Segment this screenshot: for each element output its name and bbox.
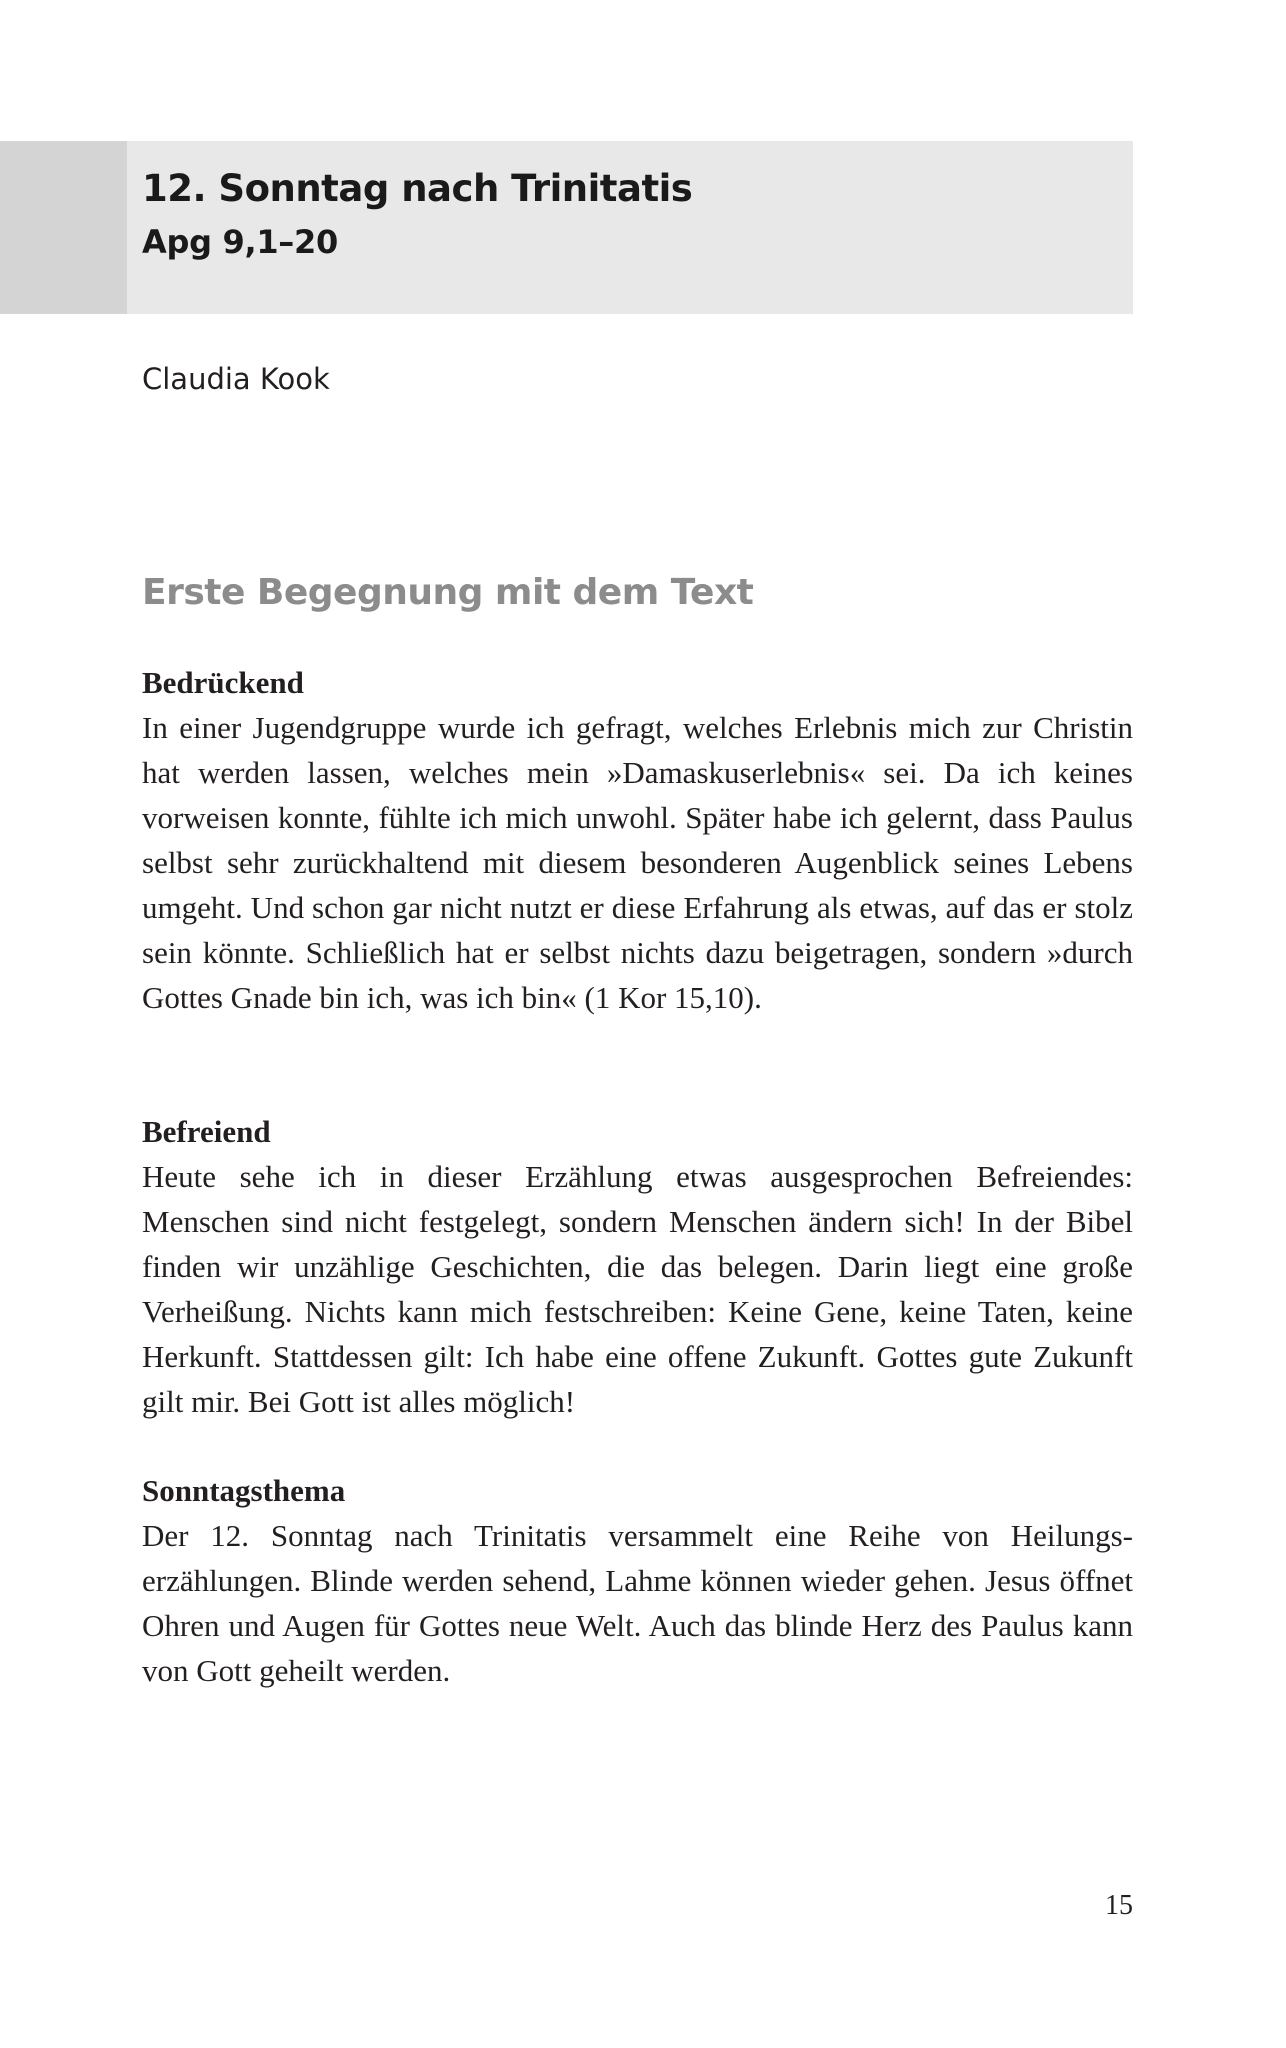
block-paragraph: Heute sehe ich in dieser Erzählung etwas ausgesprochen Befreiendes: Menschen sind nicht festgelegt, sondern Menschen ändern sich! In der Bibel finden wir unzählige Geschichten, die das belegen. Darin liegt eine große Verheißung. Nichts kann mich festschreiben: Keine Gene, keine Taten, keine Herkunft. Stattdessen gilt: Ich habe eine offene Zukunft. Gottes gute Zukunft gilt mir. Bei Gott ist alles möglich! <box>142 1159 1133 1419</box>
text-block-sonntagsthema <box>142 1468 1133 1693</box>
page-title: 12. Sonntag nach Trinitatis <box>142 167 693 210</box>
page-number: 15 <box>1105 1890 1133 1921</box>
header-tab-marker <box>0 141 127 314</box>
section-heading: Erste Begegnung mit dem Text <box>142 572 754 613</box>
scripture-reference: Apg 9,1–20 <box>142 223 338 261</box>
text-block-bedrueckend <box>142 660 1133 1020</box>
block-heading: Sonntagsthema <box>142 1473 346 1508</box>
text-block-befreiend <box>142 1109 1133 1424</box>
block-heading: Bedrückend <box>142 665 304 700</box>
block-paragraph: In einer Jugendgruppe wurde ich gefragt, welches Erlebnis mich zur Christin hat werden lassen, welches mein »Damaskuserlebnis« sei. Da ich keines vorweisen konnte, fühlte ich mich unwohl. Später habe ich gelernt, dass Paulus selbst sehr zurückhaltend mit diesem besonderen Augenblick seines Lebens umgeht. Und schon gar nicht nutzt er diese Erfahrung als etwas, auf das er stolz sein könnte. Schließlich hat er selbst nichts dazu beigetragen, sondern »durch Gottes Gnade bin ich, was ich bin« (1 Kor 15,10). <box>142 710 1133 1015</box>
block-heading: Befreiend <box>142 1114 271 1149</box>
author-name: Claudia Kook <box>142 362 330 396</box>
block-paragraph: Der 12. Sonntag nach Trinitatis versammelt eine Reihe von Heilungserzählungen. Blinde werden sehend, Lahme können wieder gehen. Jesus öffnet Ohren und Augen für Gottes neue Welt. Auch das blinde Herz des Paulus kann von Gott geheilt werden. <box>142 1518 1133 1688</box>
